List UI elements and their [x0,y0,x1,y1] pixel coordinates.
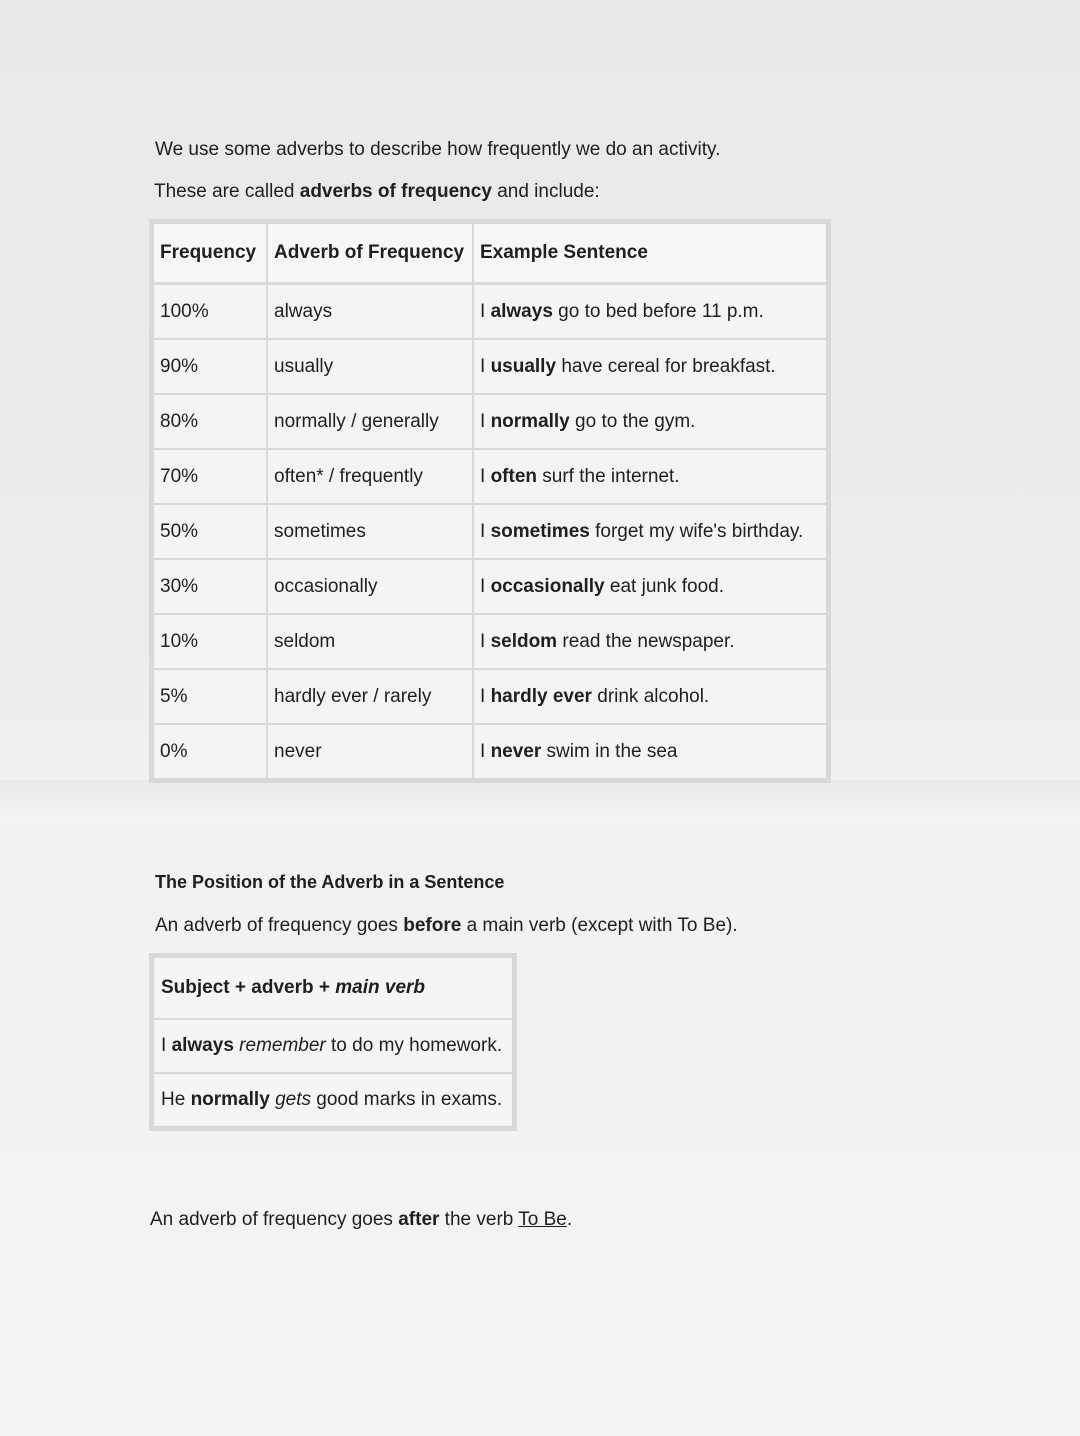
adverb-cell: usually [267,339,473,394]
example-pre: I [480,630,491,652]
frequency-cell: 0% [153,724,267,779]
example-verb: gets [275,1089,311,1110]
table-row [153,559,827,614]
example-pre: I [480,465,491,487]
adverb-cell: normally / generally [267,394,473,449]
header-frequency: Frequency [153,223,267,284]
tobe-rule-post: . [566,1209,573,1230]
example-pre: I [161,1035,172,1056]
example-pre: I [480,685,491,707]
frequency-cell: 90% [153,339,267,394]
table-row [153,1019,513,1073]
position-header-pre: Subject + adverb + [161,977,336,998]
frequency-cell: 30% [153,559,267,614]
example-post: surf the internet. [537,465,680,487]
example-post: forget my wife's birthday. [589,520,804,542]
example-adverb: never [490,740,542,762]
tobe-rule-pre: An adverb of frequency goes [150,1209,399,1230]
header-adverb: Adverb of Frequency [267,223,473,284]
example-adverb: always [171,1035,234,1056]
example-pre: I [480,355,491,377]
position-example-cell [153,1019,513,1073]
position-rule-bold: before [403,915,462,936]
tobe-rule-bold: after [398,1209,440,1230]
frequency-cell: 5% [153,669,267,724]
header-example: Example Sentence [473,223,827,284]
position-heading: The Position of the Adverb in a Sentence [155,872,505,892]
example-post: eat junk food. [604,575,724,597]
intro-line-2-post: and include: [491,181,600,202]
example-post: go to bed before 11 p.m. [552,300,764,322]
tobe-rule [150,1208,572,1232]
example-pre: I [480,300,491,322]
intro-line-2-bold: adverbs of frequency [299,181,492,202]
example-post: good marks in exams. [310,1089,503,1110]
adverb-cell: always [267,284,473,340]
example-cell [473,559,827,614]
table-row [153,669,827,724]
example-adverb: seldom [490,630,558,652]
frequency-cell: 70% [153,449,267,504]
position-header-italic: main verb [335,977,426,998]
intro-line-2-pre: These are called [154,181,300,202]
table-row [153,339,827,394]
adverb-cell: seldom [267,614,473,669]
example-adverb: hardly ever [490,685,592,707]
example-pre: I [480,520,491,542]
frequency-cell: 80% [153,394,267,449]
position-header-cell [153,957,513,1019]
example-pre: He [161,1089,191,1110]
table-row [153,284,827,340]
table-row [153,1073,513,1127]
example-adverb: usually [490,355,557,377]
example-post: swim in the sea [541,740,678,762]
example-cell [473,614,827,669]
example-cell [473,284,827,340]
example-cell [473,504,827,559]
example-adverb: occasionally [490,575,605,597]
tobe-rule-underlined: To Be [518,1209,567,1230]
intro-line-1: We use some adverbs to describe how frequently we do an activity. [155,139,721,160]
adverb-cell: often* / frequently [267,449,473,504]
example-cell [473,449,827,504]
example-pre: I [480,740,491,762]
table-row [153,614,827,669]
example-cell [473,724,827,779]
example-post: have cereal for breakfast. [556,355,776,377]
position-rule-pre: An adverb of frequency goes [155,915,404,936]
example-cell [473,669,827,724]
position-example-cell [153,1073,513,1127]
example-post: to do my homework. [325,1035,503,1056]
example-pre: I [480,410,491,432]
table-row [153,394,827,449]
adverb-cell: never [267,724,473,779]
position-table [152,956,514,1128]
frequency-table-header [153,223,827,284]
example-adverb: always [490,300,553,322]
paper-fold-shadow [0,780,1080,850]
table-row [153,724,827,779]
example-adverb: often [490,465,537,487]
example-post: go to the gym. [569,410,696,432]
frequency-cell: 10% [153,614,267,669]
example-post: drink alcohol. [591,685,710,707]
example-cell [473,394,827,449]
frequency-cell: 50% [153,504,267,559]
position-table-header [153,957,513,1019]
table-row [153,504,827,559]
table-row [153,449,827,504]
adverb-cell: hardly ever / rarely [267,669,473,724]
frequency-table [152,222,828,780]
example-adverb: normally [490,410,570,432]
example-adverb: sometimes [490,520,590,542]
example-adverb: normally [190,1089,270,1110]
adverb-cell: sometimes [267,504,473,559]
example-pre: I [480,575,491,597]
position-rule [155,914,738,938]
example-verb: remember [239,1035,326,1056]
frequency-cell: 100% [153,284,267,340]
adverb-cell: occasionally [267,559,473,614]
position-rule-post: a main verb (except with To Be). [461,915,738,936]
example-post: read the newspaper. [557,630,735,652]
tobe-rule-mid: the verb [439,1209,519,1230]
example-cell [473,339,827,394]
intro-line-2 [154,180,600,204]
